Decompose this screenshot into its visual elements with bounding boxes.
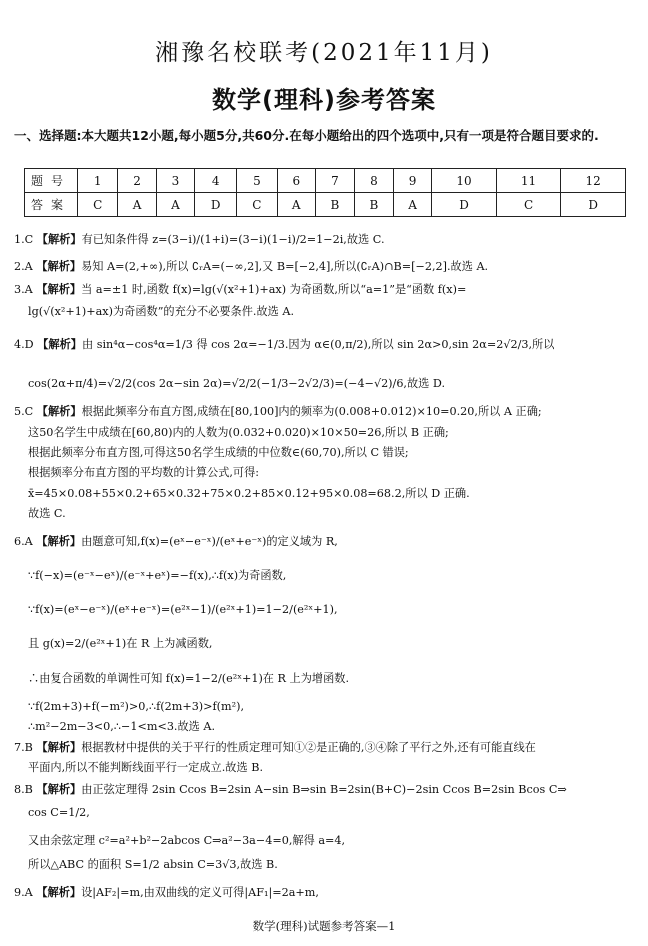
row-label: 答案 bbox=[25, 193, 78, 217]
solution-line: ∴由复合函数的单调性可知 f(x)=1−2/(e²ˣ+1)在 R 上为增函数. bbox=[28, 672, 350, 685]
solution-line: ∵f(−x)=(e⁻ˣ−eˣ)/(e⁻ˣ+eˣ)=−f(x),∴f(x)为奇函数, bbox=[28, 569, 287, 582]
solution-line: 4.D 【解析】由 sin⁴α−cos⁴α=1/3 得 cos 2α=−1/3.因为 α∈(0,π/2),所以 sin 2α>0,sin 2α=2√2/3,所以 bbox=[14, 338, 555, 351]
table-cell: B bbox=[315, 193, 354, 217]
solution-line: 这50名学生中成绩在[60,80)内的人数为(0.032+0.020)×10×50=26,所以 B 正确; bbox=[28, 426, 449, 439]
solution-line: 平面内,所以不能判断线面平行一定成立.故选 B. bbox=[28, 761, 264, 774]
solution-line: 所以△ABC 的面积 S=1/2 absin C=3√3,故选 B. bbox=[28, 858, 278, 871]
table-cell: C bbox=[78, 193, 118, 217]
table-cell: 11 bbox=[496, 169, 561, 193]
analysis-marker: 【解析】 bbox=[36, 283, 82, 296]
section-heading: 一、选择题:本大题共12小题,每小题5分,共60分.在每小题给出的四个选项中,只有一项是符合题目要求的. bbox=[14, 128, 599, 143]
answer-key-title: 数学(理科)参考答案 bbox=[212, 86, 436, 114]
answer-table bbox=[24, 168, 626, 217]
table-cell: 3 bbox=[156, 169, 194, 193]
table-cell: 5 bbox=[237, 169, 277, 193]
solution-line: 3.A 【解析】当 a=±1 时,函数 f(x)=lg(√(x²+1)+ax) 为奇函数,所以“a=1”是“函数 f(x)= bbox=[14, 283, 467, 296]
table-cell: 9 bbox=[393, 169, 431, 193]
solution-line: 且 g(x)=2/(e²ˣ+1)在 R 上为减函数, bbox=[28, 637, 213, 650]
analysis-marker: 【解析】 bbox=[36, 233, 82, 246]
table-cell: D bbox=[432, 193, 497, 217]
solution-line: 根据此频率分布直方图,可得这50名学生成绩的中位数∈(60,70),所以 C 错误; bbox=[28, 446, 409, 459]
table-cell: 4 bbox=[195, 169, 237, 193]
table-cell: A bbox=[277, 193, 315, 217]
solution-line: 6.A 【解析】由题意可知,f(x)=(eˣ−e⁻ˣ)/(eˣ+e⁻ˣ)的定义域为 R, bbox=[14, 535, 338, 548]
solution-line: 又由余弦定理 c²=a²+b²−2abcos C⇒a²−3a−4=0,解得 a=4, bbox=[28, 834, 346, 847]
solution-line: cos C=1/2, bbox=[28, 806, 90, 819]
analysis-marker: 【解析】 bbox=[36, 783, 82, 796]
solution-line: 8.B 【解析】由正弦定理得 2sin Ccos B=2sin A−sin B⇒sin B=2sin(B+C)−2sin Ccos B=2sin Bcos C⇒ bbox=[14, 783, 567, 796]
table-cell: C bbox=[496, 193, 561, 217]
solution-line: 9.A 【解析】设|AF₂|=m,由双曲线的定义可得|AF₁|=2a+m, bbox=[14, 886, 319, 899]
table-row bbox=[25, 193, 626, 217]
table-cell: 1 bbox=[78, 169, 118, 193]
analysis-marker: 【解析】 bbox=[37, 338, 82, 351]
analysis-marker: 【解析】 bbox=[36, 741, 82, 754]
table-cell: 10 bbox=[432, 169, 497, 193]
solution-line: ∴m²−2m−3<0,∴−1<m<3.故选 A. bbox=[28, 720, 216, 733]
solution-line: 2.A 【解析】易知 A=(2,+∞),所以 ∁ᵣA=(−∞,2],又 B=[−2,4],所以(∁ᵣA)∩B=[−2,2].故选 A. bbox=[14, 260, 489, 273]
table-cell: 6 bbox=[277, 169, 315, 193]
analysis-marker: 【解析】 bbox=[36, 535, 82, 548]
solution-line: 根据频率分布直方图的平均数的计算公式,可得: bbox=[28, 466, 260, 479]
solution-line: 1.C 【解析】有已知条件得 z=(3−i)/(1+i)=(3−i)(1−i)/2=1−2i,故选 C. bbox=[14, 233, 385, 246]
analysis-marker: 【解析】 bbox=[36, 405, 82, 418]
solution-line: x̄=45×0.08+55×0.2+65×0.32+75×0.2+85×0.12+95×0.08=68.2,所以 D 正确. bbox=[28, 487, 470, 500]
table-cell: B bbox=[354, 193, 393, 217]
table-cell: D bbox=[561, 193, 626, 217]
solution-line: 故选 C. bbox=[28, 507, 66, 520]
table-cell: 2 bbox=[118, 169, 156, 193]
table-row bbox=[25, 169, 626, 193]
solution-line: 5.C 【解析】根据此频率分布直方图,成绩在[80,100]内的频率为(0.008+0.012)×10=0.20,所以 A 正确; bbox=[14, 405, 542, 418]
table-cell: A bbox=[118, 193, 156, 217]
table-cell: 8 bbox=[354, 169, 393, 193]
solution-line: lg(√(x²+1)+ax)为奇函数”的充分不必要条件.故选 A. bbox=[28, 305, 295, 318]
table-cell: 12 bbox=[561, 169, 626, 193]
analysis-marker: 【解析】 bbox=[36, 886, 82, 899]
solution-line: ∵f(2m+3)+f(−m²)>0,∴f(2m+3)>f(m²), bbox=[28, 700, 245, 713]
row-label: 题号 bbox=[25, 169, 78, 193]
table-cell: A bbox=[393, 193, 431, 217]
analysis-marker: 【解析】 bbox=[36, 260, 82, 273]
solution-line: cos(2α+π/4)=√2/2(cos 2α−sin 2α)=√2/2(−1/3−2√2/3)=(−4−√2)/6,故选 D. bbox=[28, 377, 446, 390]
table-cell: A bbox=[156, 193, 194, 217]
solution-line: ∵f(x)=(eˣ−e⁻ˣ)/(eˣ+e⁻ˣ)=(e²ˣ−1)/(e²ˣ+1)=1−2/(e²ˣ+1), bbox=[28, 603, 338, 616]
exam-title: 湘豫名校联考(2021年11月) bbox=[155, 40, 493, 66]
page-footer: 数学(理科)试题参考答案—1 bbox=[252, 919, 396, 933]
solution-line: 7.B 【解析】根据教材中提供的关于平行的性质定理可知①②是正确的,③④除了平行之外,还有可能直线在 bbox=[14, 741, 536, 754]
table-cell: D bbox=[195, 193, 237, 217]
table-cell: 7 bbox=[315, 169, 354, 193]
table-cell: C bbox=[237, 193, 277, 217]
